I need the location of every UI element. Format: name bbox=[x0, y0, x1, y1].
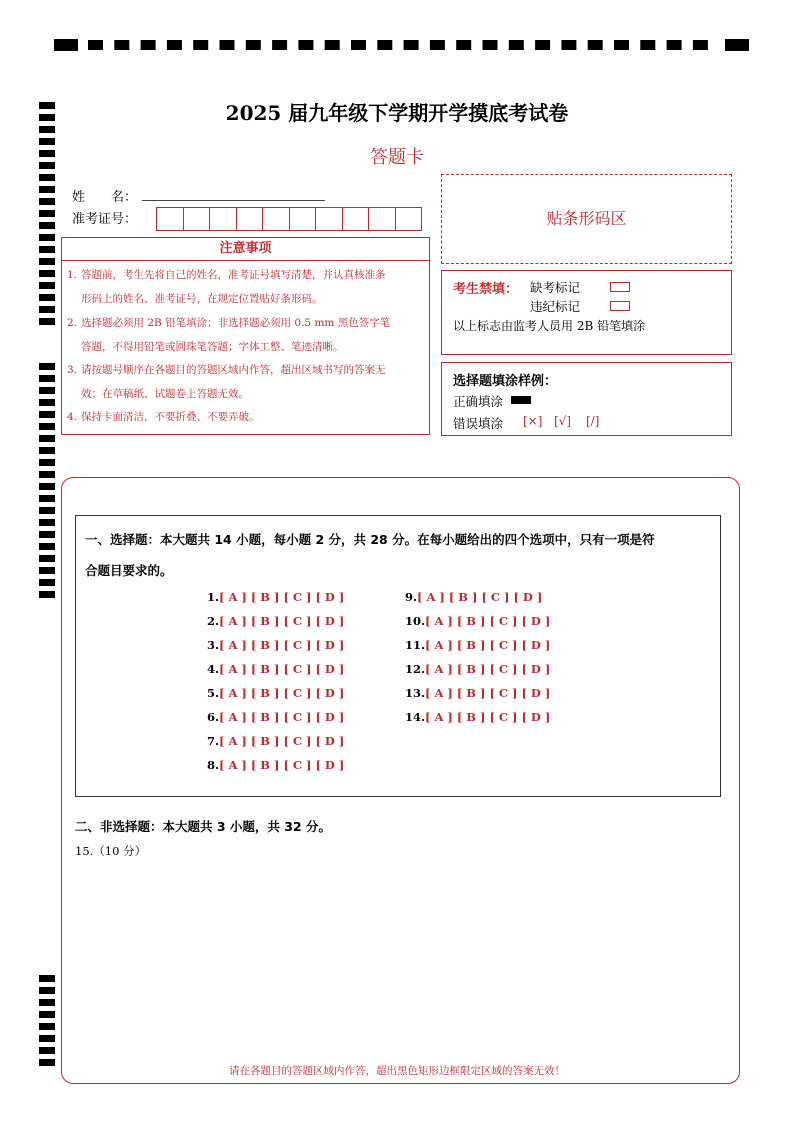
exam-id-cell[interactable] bbox=[343, 208, 370, 230]
barcode-label: 贴条形码区 bbox=[546, 209, 627, 228]
timing-mark bbox=[39, 435, 55, 442]
question-row bbox=[207, 590, 344, 604]
question-number: 9. bbox=[405, 590, 418, 604]
question-row bbox=[207, 638, 344, 652]
timing-mark bbox=[39, 282, 55, 289]
notice-item-2-num: 2. bbox=[67, 317, 78, 329]
notice-item-4-line1: 保持卡面清洁，不要折叠、不要弄破。 bbox=[81, 411, 260, 423]
timing-mark bbox=[39, 294, 55, 301]
absent-mark-label: 缺考标记 bbox=[530, 280, 581, 295]
timing-mark bbox=[39, 591, 55, 598]
timing-mark bbox=[39, 318, 55, 325]
timing-mark bbox=[535, 40, 550, 50]
wrong-mark-slash: [/] bbox=[586, 414, 600, 428]
timing-mark bbox=[167, 40, 182, 50]
footer-warning: 请在各题目的答题区域内作答，超出黑色矩形边框限定区域的答案无效！ bbox=[229, 1065, 565, 1077]
timing-mark bbox=[725, 39, 749, 51]
section2-heading: 二、非选择题：本大题共 3 小题，共 32 分。 bbox=[75, 819, 332, 834]
notice-item-2-line1: 选择题必须用 2B 铅笔填涂；非选择题必须用 0.5 mm 黑色签字笔 bbox=[81, 317, 391, 329]
question-number: 2. bbox=[207, 614, 220, 628]
answer-options[interactable]: [ A ] [ B ] [ C ] [ D ] bbox=[219, 758, 345, 772]
answer-options[interactable]: [ A ] [ B ] [ C ] [ D ] bbox=[425, 614, 551, 628]
timing-mark bbox=[39, 198, 55, 205]
answer-options[interactable]: [ A ] [ B ] [ C ] [ D ] bbox=[219, 638, 345, 652]
answer-card-subtitle: 答题卡 bbox=[370, 147, 424, 168]
exam-id-cell[interactable] bbox=[316, 208, 343, 230]
question-number: 14. bbox=[405, 710, 426, 724]
timing-mark bbox=[246, 40, 261, 50]
multiple-choice-box bbox=[75, 515, 721, 797]
answer-options[interactable]: [ A ] [ B ] [ C ] [ D ] bbox=[425, 638, 551, 652]
question-row bbox=[405, 614, 550, 628]
exam-id-cell[interactable] bbox=[290, 208, 317, 230]
question-row bbox=[207, 662, 344, 676]
answer-options[interactable]: [ A ] [ B ] [ C ] [ D ] bbox=[219, 710, 345, 724]
timing-mark bbox=[39, 258, 55, 265]
notice-item-3-line2: 效；在草稿纸、试题卷上答题无效。 bbox=[81, 388, 249, 400]
timing-mark bbox=[193, 40, 208, 50]
timing-mark bbox=[351, 40, 366, 50]
notice-item-3-num: 3. bbox=[67, 364, 78, 376]
exam-id-cell[interactable] bbox=[184, 208, 211, 230]
answer-options[interactable]: [ A ] [ B ] [ C ] [ D ] bbox=[425, 710, 551, 724]
question-number: 6. bbox=[207, 710, 220, 724]
notice-box bbox=[61, 261, 430, 435]
timing-mark bbox=[456, 40, 471, 50]
timing-mark bbox=[39, 495, 55, 502]
question-number: 11. bbox=[405, 638, 426, 652]
wrong-mark-check: [√] bbox=[554, 414, 572, 428]
fill-sample-title: 选择题填涂样例： bbox=[453, 374, 558, 389]
timing-mark bbox=[39, 246, 55, 253]
timing-mark bbox=[39, 126, 55, 133]
timing-mark bbox=[39, 411, 55, 418]
answer-options[interactable]: [ A ] [ B ] [ C ] [ D ] bbox=[219, 662, 345, 676]
question-row bbox=[207, 734, 344, 748]
timing-mark bbox=[693, 40, 708, 50]
answer-options[interactable]: [ A ] [ B ] [ C ] [ D ] bbox=[417, 590, 543, 604]
timing-mark bbox=[509, 40, 524, 50]
exam-id-cell[interactable] bbox=[157, 208, 184, 230]
timing-mark bbox=[39, 306, 55, 313]
timing-mark bbox=[220, 40, 235, 50]
timing-mark bbox=[404, 40, 419, 50]
notice-item-1-num: 1. bbox=[67, 269, 78, 281]
question-number: 10. bbox=[405, 614, 426, 628]
timing-mark bbox=[667, 40, 682, 50]
timing-mark bbox=[39, 531, 55, 538]
answer-options[interactable]: [ A ] [ B ] [ C ] [ D ] bbox=[219, 734, 345, 748]
timing-mark bbox=[54, 39, 78, 51]
notice-item-1-line2: 形码上的姓名、准考证号，在规定位置贴好条形码。 bbox=[81, 293, 323, 305]
timing-mark bbox=[39, 270, 55, 277]
timing-mark bbox=[39, 222, 55, 229]
timing-mark bbox=[39, 975, 55, 982]
timing-mark bbox=[39, 471, 55, 478]
exam-id-boxes[interactable] bbox=[156, 207, 422, 231]
timing-mark bbox=[298, 40, 313, 50]
answer-options[interactable]: [ A ] [ B ] [ C ] [ D ] bbox=[219, 590, 345, 604]
question-row bbox=[207, 758, 344, 772]
timing-mark bbox=[39, 483, 55, 490]
answer-options[interactable]: [ A ] [ B ] [ C ] [ D ] bbox=[425, 686, 551, 700]
proctor-only-box bbox=[441, 270, 732, 355]
question-number: 13. bbox=[405, 686, 426, 700]
answer-options[interactable]: [ A ] [ B ] [ C ] [ D ] bbox=[219, 686, 345, 700]
absent-mark-box[interactable] bbox=[610, 282, 630, 292]
question-row bbox=[207, 710, 344, 724]
timing-mark bbox=[39, 987, 55, 994]
question-number: 3. bbox=[207, 638, 220, 652]
name-label: 姓 名： bbox=[72, 190, 138, 205]
proctor-note: 以上标志由监考人员用 2B 铅笔填涂 bbox=[453, 319, 646, 333]
question-number: 5. bbox=[207, 686, 220, 700]
timing-mark bbox=[39, 1011, 55, 1018]
wrong-mark-cross: [×] bbox=[523, 414, 543, 428]
timing-mark bbox=[39, 186, 55, 193]
timing-mark bbox=[39, 399, 55, 406]
question-row bbox=[405, 638, 550, 652]
question-row bbox=[405, 662, 550, 676]
timing-mark bbox=[88, 40, 103, 50]
timing-mark bbox=[640, 40, 655, 50]
section1-heading-line2: 合题目要求的。 bbox=[85, 563, 173, 578]
notice-item-3-line1: 请按题号顺序在各题目的答题区域内作答，超出区域书写的答案无 bbox=[81, 364, 386, 376]
timing-mark bbox=[39, 1035, 55, 1042]
timing-mark bbox=[588, 40, 603, 50]
wrong-fill-label: 错误填涂 bbox=[453, 416, 504, 431]
timing-mark bbox=[39, 507, 55, 514]
exam-id-cell[interactable] bbox=[237, 208, 264, 230]
timing-mark bbox=[39, 234, 55, 241]
notice-title: 注意事项 bbox=[61, 237, 430, 261]
correct-fill-label: 正确填涂 bbox=[453, 394, 504, 409]
timing-mark bbox=[39, 1023, 55, 1030]
timing-mark bbox=[39, 210, 55, 217]
top-timing-marks bbox=[54, 39, 749, 51]
timing-mark bbox=[377, 40, 392, 50]
question-number: 8. bbox=[207, 758, 220, 772]
question-number: 7. bbox=[207, 734, 220, 748]
question-number: 12. bbox=[405, 662, 426, 676]
question-number: 4. bbox=[207, 662, 220, 676]
timing-mark bbox=[272, 40, 287, 50]
timing-mark bbox=[483, 40, 498, 50]
notice-item-2-line2: 答题，不得用铅笔或圆珠笔答题；字体工整、笔迹清晰。 bbox=[81, 341, 344, 353]
exam-id-cell[interactable] bbox=[396, 208, 422, 230]
timing-mark bbox=[39, 543, 55, 550]
timing-mark bbox=[39, 1047, 55, 1054]
correct-fill-mark bbox=[511, 396, 531, 404]
question-row bbox=[207, 614, 344, 628]
name-field[interactable] bbox=[142, 200, 325, 201]
timing-mark bbox=[39, 579, 55, 586]
timing-mark bbox=[561, 40, 576, 50]
answer-options[interactable]: [ A ] [ B ] [ C ] [ D ] bbox=[425, 662, 551, 676]
timing-mark bbox=[141, 40, 156, 50]
timing-mark bbox=[614, 40, 629, 50]
question-15-label: 15.（10 分） bbox=[75, 844, 147, 858]
timing-mark bbox=[39, 567, 55, 574]
timing-mark bbox=[39, 519, 55, 526]
exam-id-cell[interactable] bbox=[369, 208, 396, 230]
exam-id-label: 准考证号： bbox=[72, 212, 138, 227]
notice-item-1-line1: 答题前，考生先将自己的姓名，准考证号填写清楚，并认真核准条 bbox=[81, 269, 386, 281]
timing-mark bbox=[39, 999, 55, 1006]
timing-mark bbox=[39, 423, 55, 430]
exam-id-cell[interactable] bbox=[263, 208, 290, 230]
proctor-only-title: 考生禁填： bbox=[453, 282, 519, 297]
timing-mark bbox=[114, 40, 129, 50]
question-row bbox=[207, 686, 344, 700]
timing-mark bbox=[39, 555, 55, 562]
exam-id-cell[interactable] bbox=[210, 208, 237, 230]
fill-sample-box bbox=[441, 362, 732, 436]
section1-heading-line1: 一、选择题：本大题共 14 小题，每小题 2 分，共 28 分。在每小题给出的四个选项中，只有一项是符 bbox=[85, 532, 655, 547]
timing-mark bbox=[39, 387, 55, 394]
timing-mark bbox=[39, 459, 55, 466]
timing-mark bbox=[39, 375, 55, 382]
page-title: 2025 届九年级下学期开学摸底考试卷 bbox=[225, 101, 569, 125]
timing-mark bbox=[39, 174, 55, 181]
timing-mark bbox=[39, 363, 55, 370]
timing-mark bbox=[430, 40, 445, 50]
answer-options[interactable]: [ A ] [ B ] [ C ] [ D ] bbox=[219, 614, 345, 628]
notice-item-4-num: 4. bbox=[67, 411, 78, 423]
timing-mark bbox=[39, 447, 55, 454]
violation-mark-box[interactable] bbox=[610, 301, 630, 311]
question-number: 1. bbox=[207, 590, 220, 604]
question-row bbox=[405, 710, 550, 724]
violation-mark-label: 违纪标记 bbox=[530, 299, 581, 314]
question-row bbox=[405, 686, 550, 700]
timing-mark bbox=[325, 40, 340, 50]
question-row bbox=[405, 590, 542, 604]
